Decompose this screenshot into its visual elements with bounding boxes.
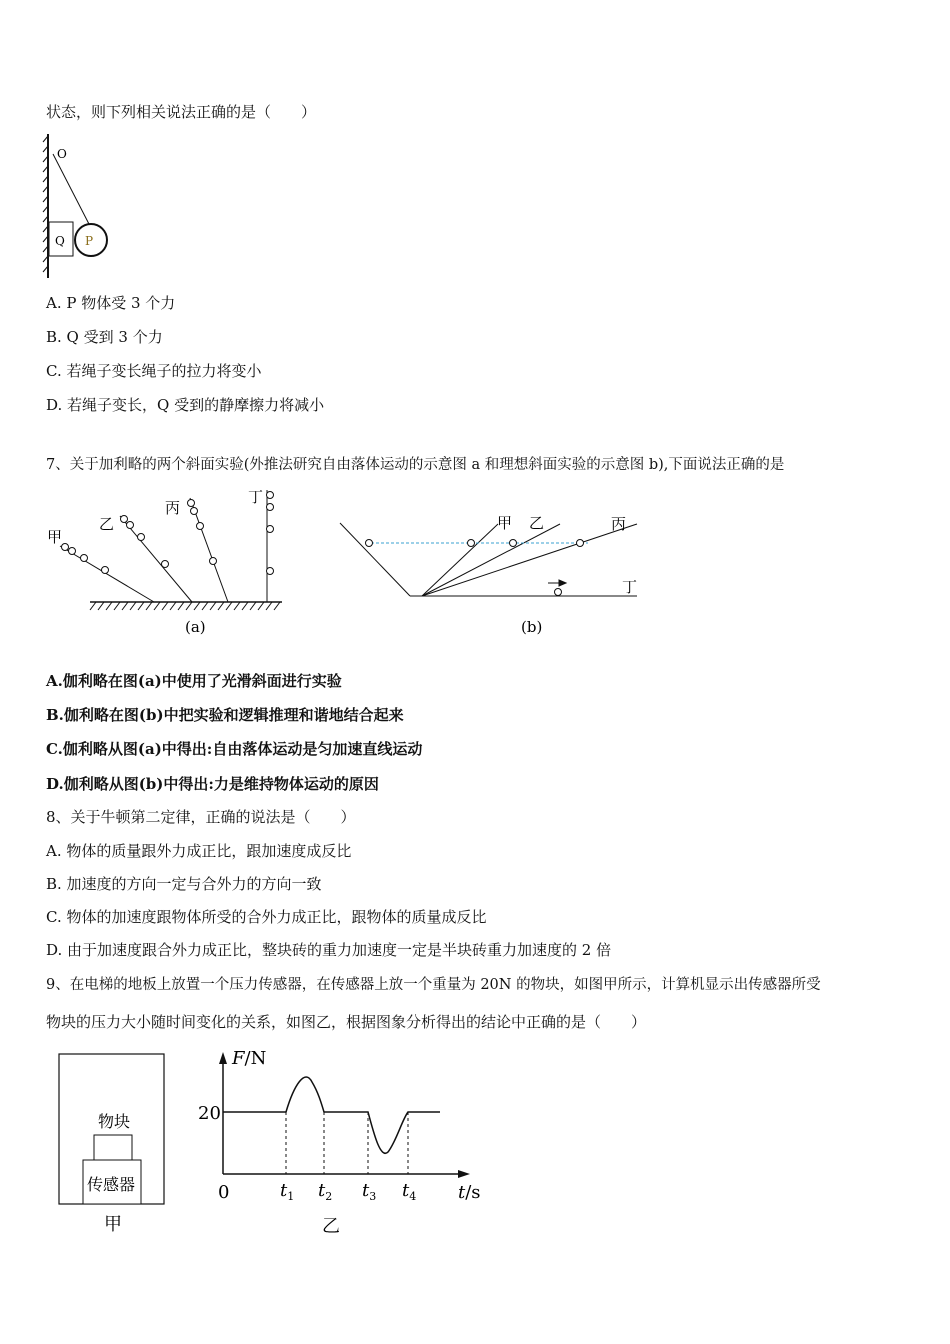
q6-figure	[40, 132, 120, 282]
left-slope	[340, 523, 410, 596]
balls-ding	[267, 492, 274, 575]
t4-sub: 4	[409, 1190, 417, 1203]
q8-option-d: D. 由于加速度跟合外力成正比，整块砖的重力加速度一定是半块砖重力加速度的 2 倍	[46, 941, 612, 959]
q8-stem: 8、关于牛顿第二定律，正确的说法是（ ）	[46, 808, 356, 826]
label-b-ding: 丁	[622, 578, 638, 596]
q6-option-d: D. 若绳子变长，Q 受到的静摩擦力将减小	[46, 396, 325, 414]
q7-option-a: A.伽利略在图(a)中使用了光滑斜面进行实验	[46, 672, 342, 690]
balls-b	[366, 540, 584, 596]
sensor-label: 传感器	[87, 1175, 136, 1194]
y-axis-label	[231, 1048, 266, 1069]
label-a-ding: 丁	[248, 488, 264, 506]
label-a-bing: 丙	[165, 499, 181, 517]
q7-option-c: C.伽利略从图(a)中得出:自由落体运动是匀加速直线运动	[46, 740, 423, 758]
t1-sub: 1	[287, 1190, 295, 1203]
force-curve	[223, 1077, 440, 1153]
label-a-jia: 甲	[47, 528, 63, 546]
slope-yi	[422, 524, 560, 596]
q6-option-c: C. 若绳子变长绳子的拉力将变小	[46, 362, 262, 380]
caption-b: (b)	[521, 618, 543, 636]
origin-label: 0	[218, 1182, 230, 1203]
q8-option-a: A. 物体的质量跟外力成正比，跟加速度成反比	[46, 842, 352, 860]
t1-label	[280, 1180, 294, 1203]
label-b-bing: 丙	[611, 515, 627, 533]
caption-yi: 乙	[322, 1216, 340, 1237]
label-q: Q	[55, 234, 65, 248]
q7-option-d: D.伽利略从图(b)中得出:力是维持物体运动的原因	[46, 775, 379, 793]
slope-jia	[422, 524, 498, 596]
y-axis-var: F	[232, 1048, 245, 1069]
label-o: O	[57, 147, 67, 161]
block	[94, 1135, 132, 1160]
q9-stem-line1: 9、在电梯的地板上放置一个压力传感器，在传感器上放一个重量为 20N 的物块，如图甲所示，计算机显示出传感器所受	[46, 977, 821, 993]
q8-option-b: B. 加速度的方向一定与合外力的方向一致	[46, 875, 322, 893]
rope	[53, 154, 90, 226]
x-axis-var: t	[458, 1182, 466, 1203]
x-axis-unit: /s	[465, 1182, 481, 1203]
q9-stem-line2: 物块的压力大小随时间变化的关系，如图乙，根据图象分析得出的结论中正确的是（ ）	[46, 1013, 647, 1031]
t3-var: t	[362, 1180, 370, 1201]
t2-sub: 2	[325, 1190, 333, 1203]
ground-hatch	[90, 602, 280, 610]
caption-a: (a)	[185, 618, 206, 636]
q6-option-b: B. Q 受到 3 个力	[46, 328, 163, 346]
time-markers	[286, 1112, 408, 1174]
x-axis-arrow	[458, 1170, 470, 1178]
q6-stem-tail: 状态，则下列相关说法正确的是（ ）	[46, 103, 317, 121]
t4-var: t	[402, 1180, 410, 1201]
q7-stem: 7、关于加利略的两个斜面实验(外推法研究自由落体运动的示意图 a 和理想斜面实验的示意图 b),下面说法正确的是	[46, 457, 785, 473]
slope-bing	[422, 524, 637, 596]
t2-var: t	[318, 1180, 326, 1201]
balls-jia	[62, 544, 109, 574]
q7-figure-a	[40, 484, 290, 640]
y-tick-20: 20	[198, 1103, 221, 1124]
label-b-jia: 甲	[497, 514, 513, 532]
label-a-yi: 乙	[99, 515, 115, 533]
caption-jia: 甲	[104, 1214, 122, 1235]
wall	[43, 134, 48, 278]
block-label: 物块	[98, 1112, 131, 1131]
arrow-right-icon	[548, 580, 566, 586]
q7-option-b: B.伽利略在图(b)中把实验和逻辑推理和谐地结合起来	[46, 706, 404, 724]
t3-sub: 3	[369, 1190, 377, 1203]
t2-label	[318, 1180, 332, 1203]
q9-figure-jia	[55, 1048, 175, 1238]
t1-var: t	[280, 1180, 288, 1201]
q9-figure-yi	[190, 1040, 490, 1240]
label-p: P	[85, 234, 94, 248]
t3-label	[362, 1180, 376, 1203]
y-axis-unit: /N	[244, 1048, 267, 1069]
label-b-yi: 乙	[529, 514, 545, 532]
q7-figure-b	[330, 500, 650, 640]
q6-option-a: A. P 物体受 3 个力	[46, 294, 176, 312]
q8-option-c: C. 物体的加速度跟物体所受的合外力成正比，跟物体的质量成反比	[46, 908, 487, 926]
t4-label	[402, 1180, 416, 1203]
y-axis-arrow	[219, 1052, 227, 1064]
x-axis-label	[458, 1182, 481, 1203]
balls-yi	[121, 516, 169, 568]
